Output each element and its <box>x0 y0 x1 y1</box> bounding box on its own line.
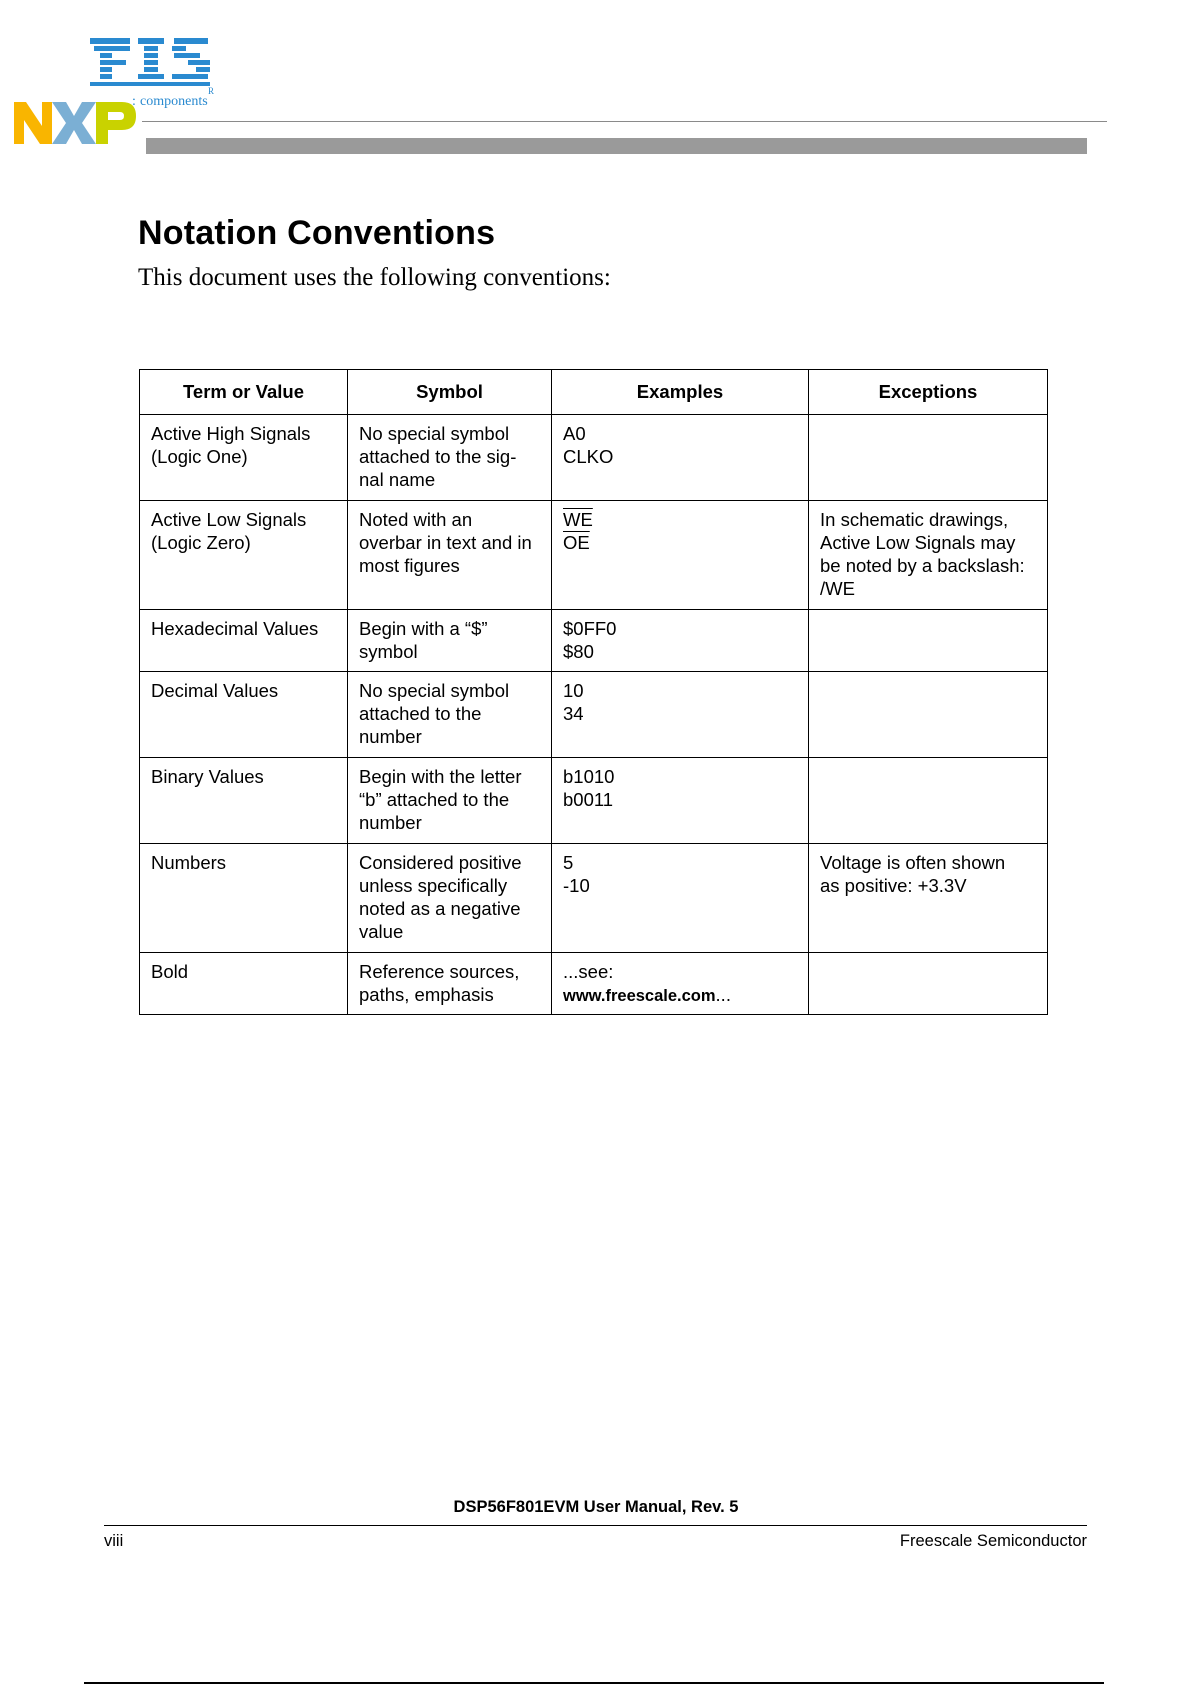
example-value: 5 <box>563 852 574 873</box>
cell-symbol <box>348 758 552 844</box>
term-text: Binary Values <box>151 766 264 787</box>
cell-symbol <box>348 501 552 610</box>
symbol-text: Begin with the letter “b” attached to the number <box>359 766 522 833</box>
conventions-table <box>139 369 1048 1015</box>
header-term: Term or Value <box>140 370 348 415</box>
table-row <box>140 758 1048 844</box>
logo-tagline: components <box>140 94 208 109</box>
header-exceptions: Exceptions <box>809 370 1048 415</box>
example-value: 10 <box>563 680 584 701</box>
cell-term <box>140 953 348 1015</box>
footer-title: DSP56F801EVM User Manual, Rev. 5 <box>453 1498 739 1516</box>
table-row <box>140 501 1048 610</box>
term-text: Hexadecimal Values <box>151 618 319 639</box>
term-text: Active High Signals (Logic One) <box>151 423 311 467</box>
cell-exceptions <box>809 844 1048 953</box>
cell-term <box>140 610 348 672</box>
table-row <box>140 415 1048 501</box>
example-value: -10 <box>563 875 590 896</box>
example-value-overbar: $\overline{WE}$ <box>563 509 593 530</box>
cell-examples <box>552 672 809 758</box>
example-value: 34 <box>563 703 584 724</box>
symbol-text: Begin with a “$” symbol <box>359 618 488 662</box>
header-examples: Examples <box>552 370 809 415</box>
table-row <box>140 844 1048 953</box>
table-row <box>140 610 1048 672</box>
cell-symbol <box>348 415 552 501</box>
table-row <box>140 672 1048 758</box>
symbol-text: Noted with an overbar in text and in most figures <box>359 509 532 576</box>
fis-nxp-logo-icon <box>12 32 232 150</box>
symbol-text: Considered positive unless specifically noted as a negative value <box>359 852 522 942</box>
symbol-text: No special symbol attached to the number <box>359 680 510 747</box>
example-value: b0011 <box>563 789 614 810</box>
bottom-rule <box>84 1682 1104 1684</box>
exceptions-text: In schematic drawings, Active Low Signals may be noted by a backslash: /WE <box>820 509 1025 599</box>
example-value: CLKO <box>563 446 614 467</box>
header-bar <box>146 138 1087 154</box>
cell-symbol <box>348 672 552 758</box>
exceptions-text: Voltage is often shown as positive: +3.3V <box>820 852 1006 896</box>
cell-exceptions <box>809 672 1048 758</box>
cell-term <box>140 844 348 953</box>
registered-mark: R <box>208 86 215 96</box>
term-text: Active Low Signals (Logic Zero) <box>151 509 307 553</box>
cell-exceptions <box>809 953 1048 1015</box>
cell-examples <box>552 953 809 1015</box>
cell-examples <box>552 610 809 672</box>
footer-rule <box>104 1525 1087 1526</box>
term-text: Bold <box>151 961 189 982</box>
page-title: Notation Conventions <box>138 214 496 252</box>
company-logo <box>12 32 232 150</box>
example-value-overbar: $\overline{OE}$ <box>563 532 590 553</box>
cell-term <box>140 672 348 758</box>
cell-examples <box>552 844 809 953</box>
cell-symbol <box>348 844 552 953</box>
example-value: $0FF0 <box>563 618 617 639</box>
cell-exceptions <box>809 758 1048 844</box>
cell-term <box>140 501 348 610</box>
cell-exceptions <box>809 415 1048 501</box>
cell-term <box>140 415 348 501</box>
example-value: b1010 <box>563 766 615 787</box>
cell-examples <box>552 758 809 844</box>
footer-company: Freescale Semiconductor <box>899 1532 1087 1550</box>
term-text: Numbers <box>151 852 227 873</box>
page-number: viii <box>104 1532 124 1550</box>
example-value: ...see: <box>563 961 614 982</box>
example-suffix: ... <box>715 984 731 1005</box>
header-symbol: Symbol <box>348 370 552 415</box>
term-text: Decimal Values <box>151 680 279 701</box>
cell-examples <box>552 415 809 501</box>
cell-exceptions <box>809 501 1048 610</box>
cell-exceptions <box>809 610 1048 672</box>
table-row <box>140 953 1048 1015</box>
cell-examples <box>552 501 809 610</box>
header-rule <box>142 121 1107 122</box>
symbol-text: Reference sources, paths, emphasis <box>359 961 520 1005</box>
cell-symbol <box>348 610 552 672</box>
example-url-line <box>563 983 798 1008</box>
table-header-row <box>140 370 1048 415</box>
intro-text: This document uses the following conventions: <box>138 264 611 291</box>
svg-text::: : <box>132 94 136 109</box>
example-value: $80 <box>563 641 594 662</box>
example-bold-url: www.freescale.com <box>563 987 716 1005</box>
cell-symbol <box>348 953 552 1015</box>
example-value: A0 <box>563 423 586 444</box>
symbol-text: No special symbol attached to the sig- nal name <box>359 423 517 490</box>
cell-term <box>140 758 348 844</box>
